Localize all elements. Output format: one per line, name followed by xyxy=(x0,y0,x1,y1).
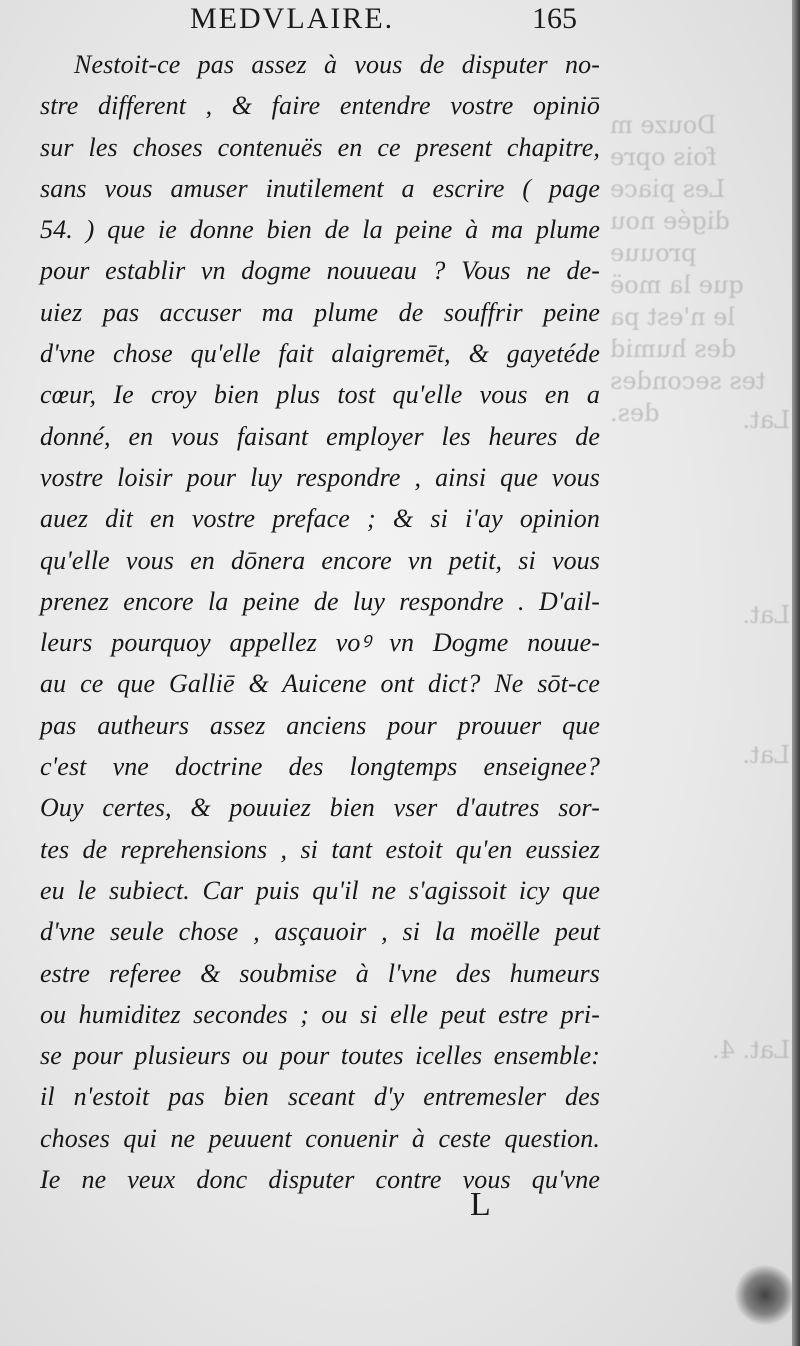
bleed-line: prouue xyxy=(610,239,697,267)
bleed-margin-note: Lat. 4. xyxy=(711,1036,790,1064)
text-line: uiez pas accuser ma plume de souffrir peine xyxy=(40,297,600,327)
bleed-line: le n'est pa xyxy=(610,303,736,331)
bleed-line: des humid xyxy=(610,335,737,363)
ink-smudge xyxy=(735,1265,792,1325)
text-line: vostre loisir pour luy respondre , ainsi que vous xyxy=(40,462,600,492)
bleed-through-text xyxy=(600,100,790,1250)
page-edge-shadow xyxy=(792,0,800,1346)
text-line: donné, en vous faisant employer les heures de xyxy=(40,421,600,451)
text-line: Nestoit-ce pas assez à vous de disputer no- xyxy=(74,50,600,79)
text-line: qu'elle vous en dōnera encore vn petit, si vous xyxy=(40,545,600,575)
text-line: ou humiditez secondes ; ou si elle peut estre pri- xyxy=(40,999,600,1029)
bleed-margin-note: Lat. xyxy=(742,601,790,629)
signature-mark: L xyxy=(470,1186,491,1223)
text-line: d'vne chose qu'elle fait alaigremēt, & gayetéde xyxy=(40,339,600,369)
text-line: Ie ne veux donc disputer contre vous qu'vne xyxy=(40,1165,600,1195)
running-head: MEDVLAIRE. xyxy=(190,2,395,35)
text-line: auez dit en vostre preface ; & si i'ay opinion xyxy=(40,504,600,534)
page-header xyxy=(180,2,620,42)
text-line: d'vne seule chose , asçauoir , si la moëlle peut xyxy=(40,917,600,947)
text-line: estre referee & soubmise à l'vne des humeurs xyxy=(40,958,600,988)
text-line: cœur, Ie croy bien plus tost qu'elle vous en a xyxy=(40,380,600,410)
page-number: 165 xyxy=(532,2,577,35)
text-line: sur les choses contenuës en ce present chapitre, xyxy=(40,132,600,162)
bleed-margin-note: Lat. xyxy=(742,406,790,434)
text-line: pas autheurs assez anciens pour prouuer que xyxy=(40,710,600,740)
text-line: il n'estoit pas bien sceant d'y entremesler des xyxy=(40,1082,600,1112)
bleed-margin-note: Lat. xyxy=(742,741,790,769)
text-line: leurs pourquoy appellez voꝰ vn Dogme nouue- xyxy=(40,628,600,658)
bleed-line: digée nou xyxy=(610,207,730,235)
text-line: se pour plusieurs ou pour toutes icelles ensemble: xyxy=(40,1041,600,1071)
text-line: choses qui ne peuuent conuenir à ceste question. xyxy=(40,1123,600,1153)
bleed-line: que la moë xyxy=(610,271,744,299)
text-line: eu le subiect. Car puis qu'il ne s'agissoit icy que xyxy=(40,875,600,905)
text-line: stre different , & faire entendre vostre opiniō xyxy=(40,91,600,121)
text-line: Ouy certes, & pouuiez bien vser d'autres sor- xyxy=(40,793,600,823)
bleed-line: des. xyxy=(610,399,660,427)
text-line: pour establir vn dogme nouueau ? Vous ne de- xyxy=(40,256,600,286)
bleed-line: Douze m xyxy=(610,111,717,139)
text-line: tes de reprehensions , si tant estoit qu'en eussiez xyxy=(40,834,600,864)
text-line: 54. ) que ie donne bien de la peine à ma plume xyxy=(40,215,600,245)
bleed-line: Les piace xyxy=(610,175,726,203)
text-line: c'est vne doctrine des longtemps enseignee? xyxy=(40,752,600,782)
body-text xyxy=(40,44,600,1200)
text-line: sans vous amuser inutilement a escrire ( page xyxy=(40,173,600,203)
bleed-line: tes secondes xyxy=(610,367,766,395)
text-line: prenez encore la peine de luy respondre . D'ail- xyxy=(40,586,600,616)
text-line: au ce que Galliē & Auicene ont dict? Ne sōt-ce xyxy=(40,669,600,699)
bleed-line: fois opre xyxy=(610,143,717,171)
